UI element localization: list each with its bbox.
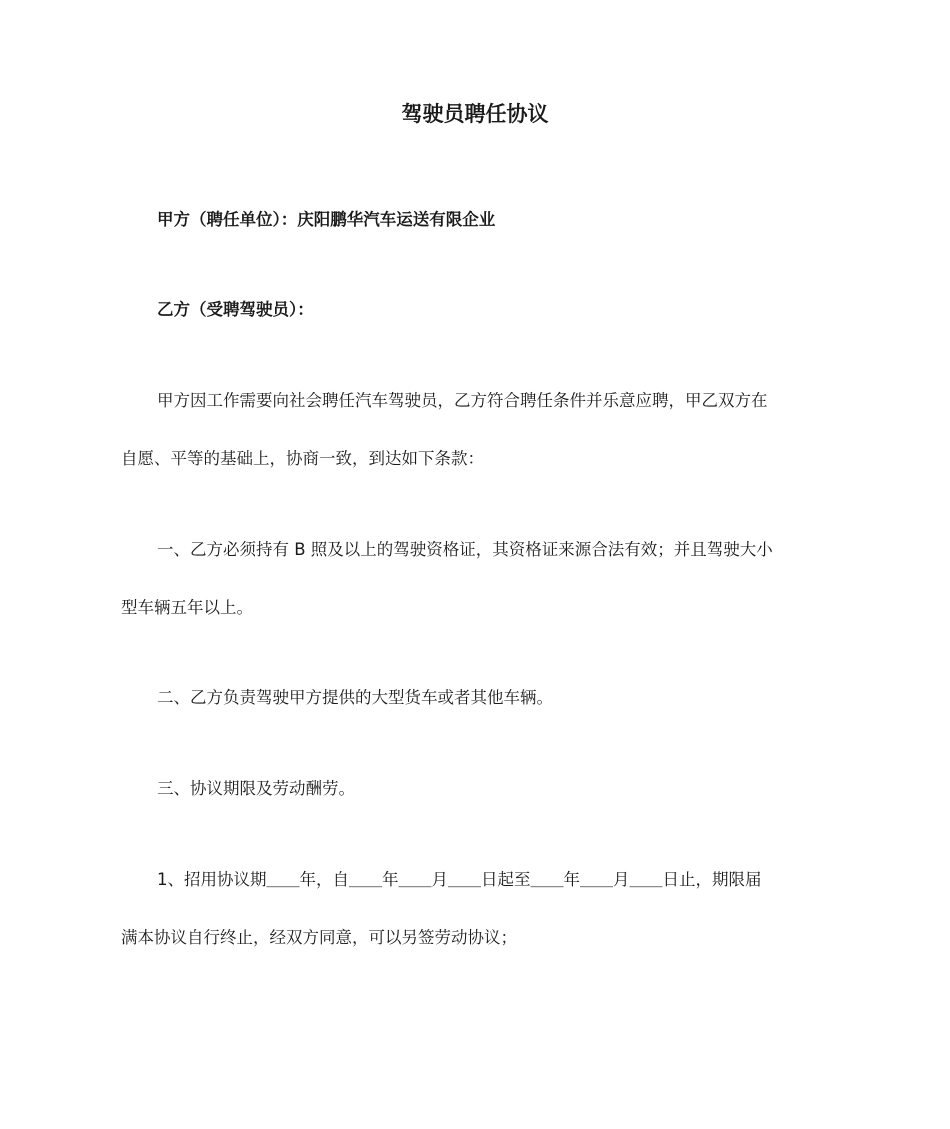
- term-line-2: 满本协议自行终止，经双方同意，可以另签劳动协议；: [121, 928, 517, 947]
- party-b-text: 乙方（受聘驾驶员）：: [157, 300, 314, 319]
- document-title: 驾驶员聘任协议: [401, 102, 549, 126]
- intro-line-1: 甲方因工作需要向社会聘任汽车驾驶员，乙方符合聘任条件并乐意应聘，甲乙双方在: [157, 391, 768, 410]
- party-a-text: 甲方（聘任单位）：庆阳鹏华汽车运送有限企业: [157, 210, 496, 229]
- clause-1-line-2: 型车辆五年以上。: [121, 598, 253, 617]
- clause-2-paragraph: [121, 669, 833, 727]
- clause-3-text: 三、协议期限及劳动酬劳。: [157, 779, 355, 798]
- clause-3-paragraph: [121, 760, 833, 818]
- clause-1-paragraph: [121, 521, 833, 637]
- intro-paragraph: [121, 372, 833, 488]
- term-paragraph: [121, 851, 833, 967]
- term-line-1: 1、招用协议期＿＿年，自＿＿年＿＿月＿＿日起至＿＿年＿＿月＿＿日止，期限届: [157, 870, 762, 889]
- clause-1-line-1: 一、乙方必须持有 B 照及以上的驾驶资格证，其资格证来源合法有效；并且驾驶大小: [157, 540, 773, 559]
- clause-2-text: 二、乙方负责驾驶甲方提供的大型货车或者其他车辆。: [157, 688, 553, 707]
- party-a-line: [121, 191, 833, 249]
- intro-line-2: 自愿、平等的基础上，协商一致，到达如下条款：: [121, 449, 484, 468]
- party-b-line: [121, 281, 833, 339]
